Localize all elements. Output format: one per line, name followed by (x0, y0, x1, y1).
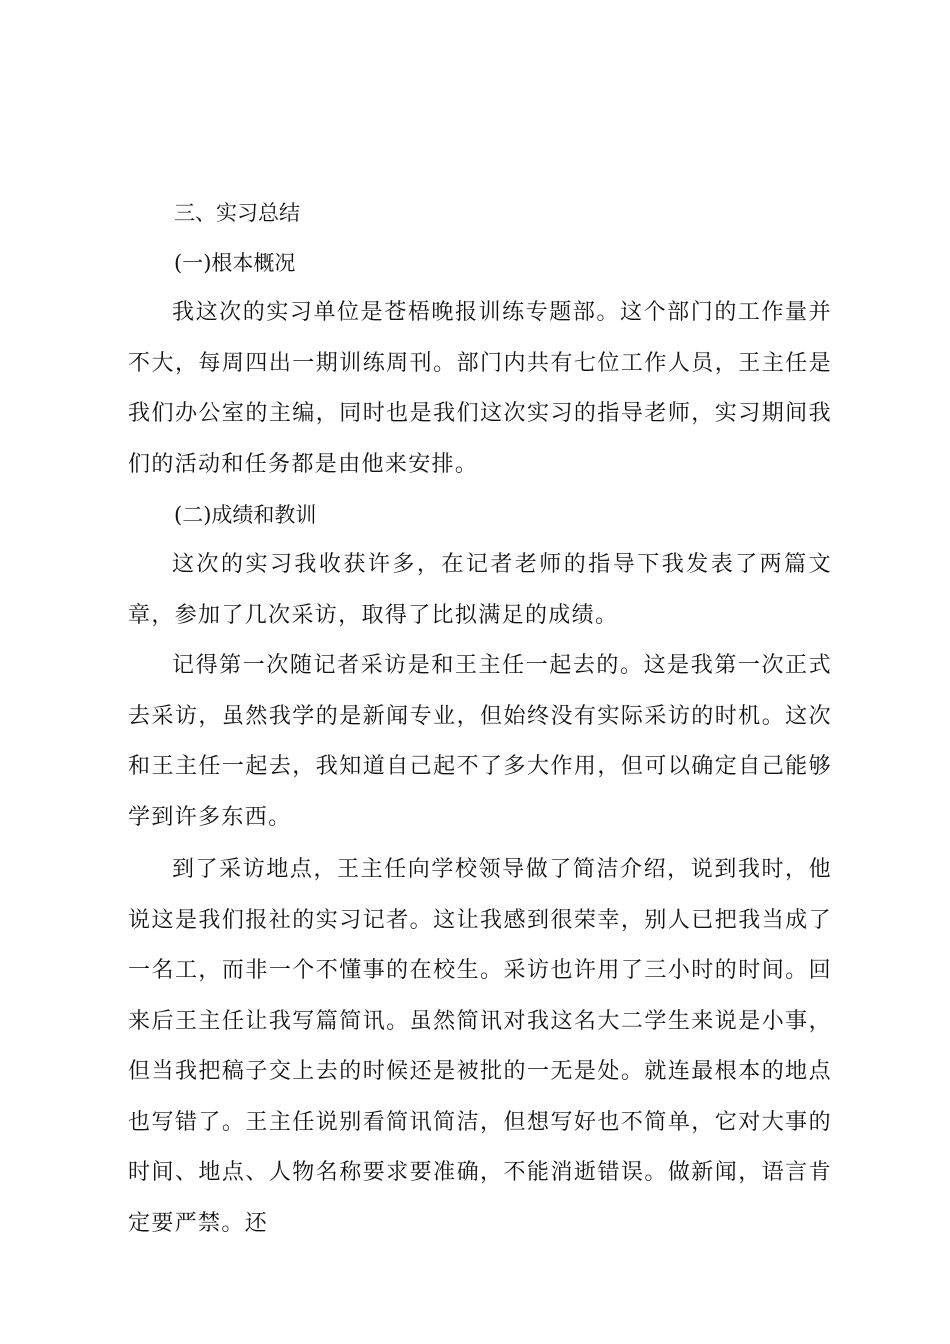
paragraph-harvest: 这次的实习我收获许多，在记者老师的指导下我发表了两篇文章，参加了几次采访，取得了比拟满足的成绩。 (128, 552, 832, 628)
subsection-title-basic-overview: (一)根本概况 (174, 251, 296, 275)
paragraph-first-interview: 记得第一次随记者采访是和王主任一起去的。这是我第一次正式去采访，虽然我学的是新闻专业，但始终没有实际采访的时机。这次和王主任一起去，我知道自己起不了多大作用，但可以确定自己能够学到许多东西。 (128, 653, 832, 830)
paragraph-internship-unit: 我这次的实习单位是苍梧晚报训练专题部。这个部门的工作量并不大，每周四出一期训练周刊。部门内共有七位工作人员，王主任是我们办公室的主编，同时也是我们这次实习的指导老师，实习期间我们的活动和任务都是由他来安排。 (128, 300, 832, 477)
paragraph-interview-site: 到了采访地点，王主任向学校领导做了简洁介绍，说到我时，他说这是我们报社的实习记者。这让我感到很荣幸，别人已把我当成了一名工，而非一个不懂事的在校生。采访也许用了三小时的时间。回来后王主任让我写篇简讯。虽然简讯对我这名大二学生来说是小事，但当我把稿子交上去的时候还是被批的一无是处。就连最根本的地点也写错了。王主任说别看简讯简洁，但想写好也不简单，它对大事的时间、地点、人物名称要求要准确，不能消逝错误。做新闻，语言肯定要严禁。还 (128, 857, 832, 1236)
subsection-title-achievements: (二)成绩和教训 (174, 503, 317, 527)
document-body (128, 188, 832, 1249)
section-title: 三、实习总结 (174, 201, 300, 225)
